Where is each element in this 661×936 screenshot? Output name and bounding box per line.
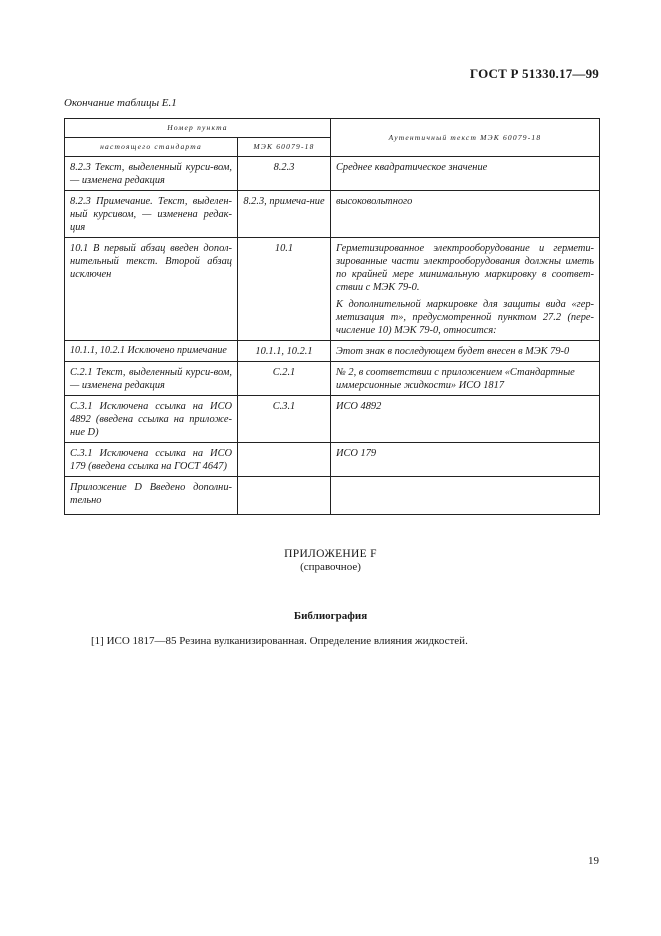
page-number: 19: [588, 855, 599, 867]
cell-authentic-text: ИСО 4892: [331, 396, 600, 443]
authentic-paragraph: К дополнительной маркировке для защиты вида «гер-метизация т», предусмотренной пунктом 27.2 (пере-числение 10) МЭК 79-0, относится:: [336, 299, 594, 336]
comparison-table: [64, 118, 600, 515]
bibliography-entry: [1] ИСО 1817—85 Резина вулканизированная. Определение влияния жидкостей.: [91, 635, 468, 647]
cell-this-standard: С.3.1 Исключена ссылка на ИСО 179 (введена ссылка на ГОСТ 4647): [65, 443, 238, 477]
bibliography-title: Библиография: [293, 610, 368, 622]
table-row: [65, 396, 600, 443]
table-row: [65, 341, 600, 362]
header-point-number: Номер пункта: [65, 119, 331, 138]
table-row: [65, 238, 600, 341]
cell-authentic-text: высоковольтного: [331, 191, 600, 238]
cell-this-standard: С.3.1 Исключена ссылка на ИСО 4892 (введена ссылка на приложе-ние D): [65, 396, 238, 443]
cell-iec-point: 8.2.3: [238, 157, 331, 191]
header-this-standard: настоящего стандарта: [65, 138, 238, 157]
table-row: [65, 157, 600, 191]
appendix-subtitle: (справочное): [300, 561, 361, 573]
cell-authentic-text: Среднее квадратическое значение: [331, 157, 600, 191]
cell-this-standard: 8.2.3 Текст, выделенный курси-вом, — изменена редакция: [65, 157, 238, 191]
cell-authentic-text: [331, 477, 600, 515]
table-row: [65, 443, 600, 477]
cell-iec-point: С.2.1: [238, 362, 331, 396]
cell-iec-point: [238, 477, 331, 515]
cell-this-standard: С.2.1 Текст, выделенный курси-вом, — изменена редакция: [65, 362, 238, 396]
cell-iec-point: 10.1.1, 10.2.1: [238, 341, 331, 362]
cell-this-standard: 10.1 В первый абзац введен допол-нительный текст. Второй абзац исключен: [65, 238, 238, 341]
table-row: [65, 191, 600, 238]
cell-this-standard: 10.1.1, 10.2.1 Исключено примечание: [65, 341, 238, 362]
standard-code: ГОСТ Р 51330.17—99: [469, 66, 599, 81]
table-header-row: [65, 119, 600, 138]
cell-authentic-text: Этот знак в последующем будет внесен в МЭК 79-0: [331, 341, 600, 362]
authentic-paragraph: Герметизированное электрооборудование и гермети-зированные части электрооборудования должны иметь по крайней мере минимальную маркировку в соответ-ствии с МЭК 79-0.: [336, 243, 594, 293]
cell-authentic-text: ИСО 179: [331, 443, 600, 477]
appendix-title: ПРИЛОЖЕНИЕ F: [284, 548, 377, 560]
cell-iec-point: [238, 443, 331, 477]
cell-this-standard: Приложение D Введено дополни-тельно: [65, 477, 238, 515]
cell-authentic-text: № 2, в соответствии с приложением «Стандартные иммерсионные жидкости» ИСО 1817: [331, 362, 600, 396]
cell-this-standard: 8.2.3 Примечание. Текст, выделен-ный курсивом, — изменена редак-ция: [65, 191, 238, 238]
header-iec-standard: МЭК 60079-18: [238, 138, 331, 157]
cell-iec-point: С.3.1: [238, 396, 331, 443]
cell-authentic-text: [331, 238, 600, 341]
header-authentic-text: Аутентичный текст МЭК 60079-18: [331, 119, 600, 157]
table-row: [65, 362, 600, 396]
cell-iec-point: 8.2.3, примеча-ние: [238, 191, 331, 238]
table-caption: Окончание таблицы Е.1: [64, 97, 177, 109]
table-row: [65, 477, 600, 515]
cell-iec-point: 10.1: [238, 238, 331, 341]
